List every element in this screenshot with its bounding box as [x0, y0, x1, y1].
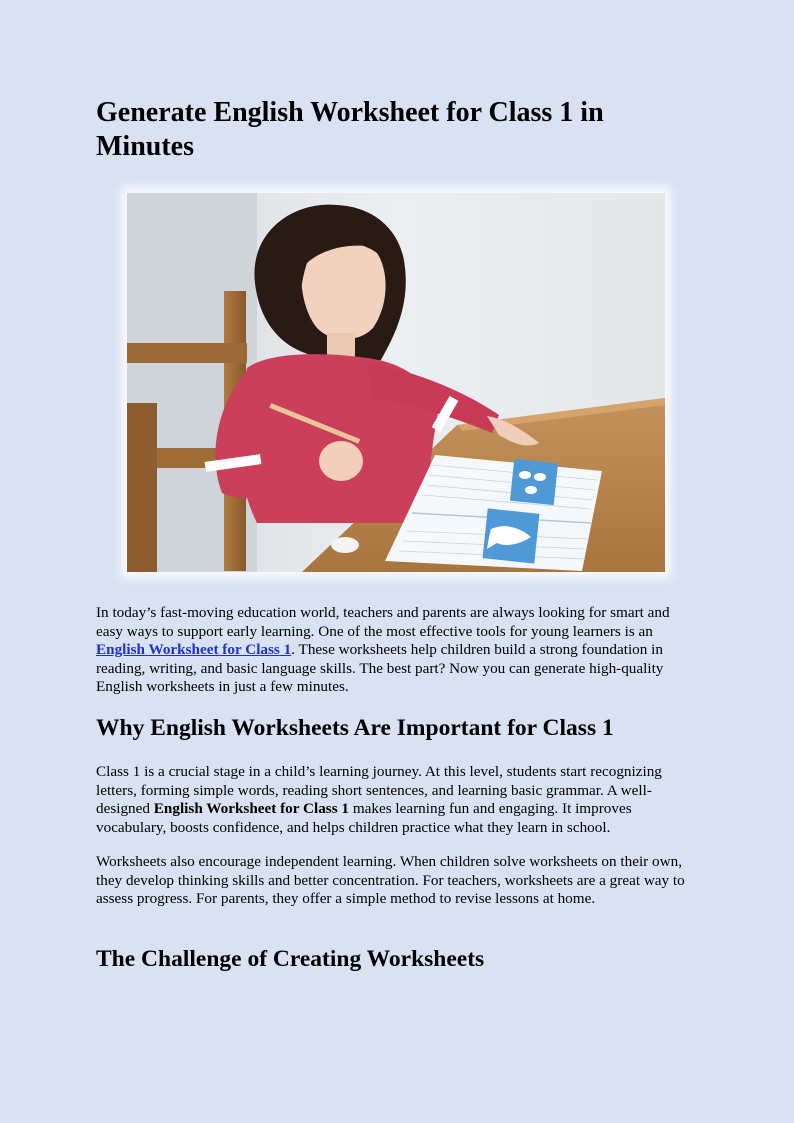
importance-text-end: makes learning fun and engaging. It improves vocabulary, boosts confidence, and helps children practice what they learn in school. [96, 800, 632, 836]
importance-bold-text: English Worksheet for Class 1 [153, 800, 350, 817]
intro-paragraph [96, 604, 700, 697]
girl-writing-worksheet-photo [127, 193, 665, 572]
importance-text-start: Class 1 is a crucial stage in a child’s learning journey. At this level, students start recognizing letters, forming simple words, reading short sentences, and learning basic grammar. A well-designed [96, 763, 662, 817]
importance-paragraph-1 [96, 763, 700, 837]
intro-text-end: . These worksheets help children build a strong foundation in reading, writing, and basic language skills. The best part? Now you can generate high-quality English worksheets in just a few minutes. [96, 641, 664, 695]
english-worksheet-link[interactable]: English Worksheet for Class 1 [96, 641, 292, 658]
section-heading-challenge: The Challenge of Creating Worksheets [96, 946, 485, 972]
intro-text-start: In today’s fast-moving education world, teachers and parents are always looking for smart and easy ways to support early learning. One of the most effective tools for young learners is an [96, 604, 670, 640]
page-title: Generate English Worksheet for Class 1 in Minutes [96, 97, 604, 162]
section-heading-importance: Why English Worksheets Are Important for Class 1 [96, 715, 614, 741]
importance-paragraph-2: Worksheets also encourage independent learning. When children solve worksheets on their own, they develop thinking skills and better concentration. For teachers, worksheets are a great way to assess progress. For parents, they offer a simple method to revise lessons at home. [96, 853, 685, 907]
